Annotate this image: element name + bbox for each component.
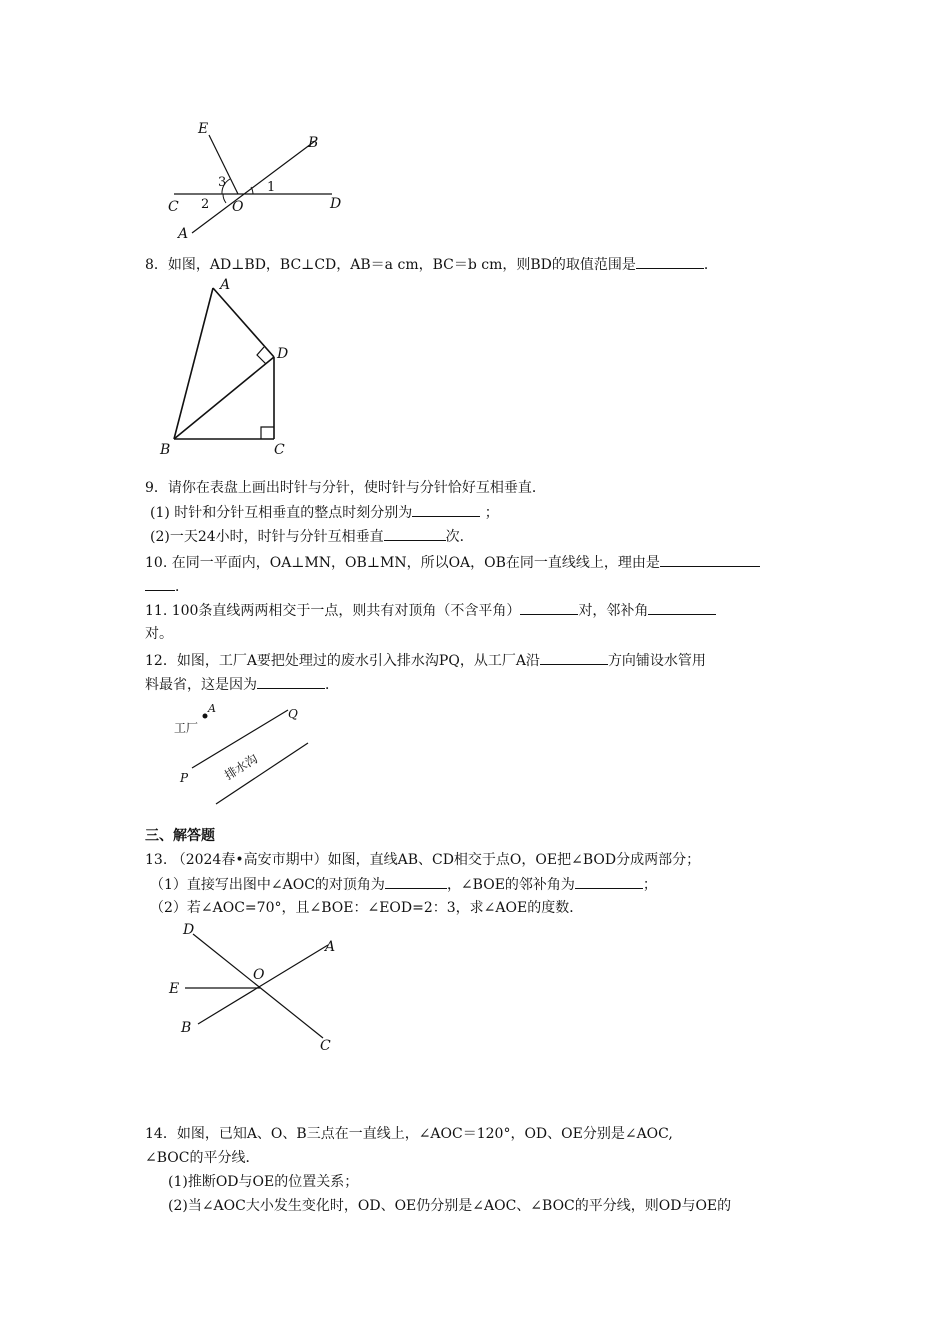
label-b: B bbox=[160, 442, 171, 458]
label-d: D bbox=[277, 346, 289, 362]
label-a: A bbox=[325, 939, 336, 955]
question-9-part-2: (2)一天24小时，时针与分针互相垂直 次． bbox=[150, 526, 474, 547]
label-p: P bbox=[180, 771, 189, 785]
arc-angle-2 bbox=[223, 194, 226, 203]
question-11-line-2: 对。 bbox=[145, 626, 173, 642]
line-ba bbox=[198, 945, 328, 1024]
question-14: 14．如图，已知A、O、B三点在一直线上，∠AOC＝120°，OD、OE分别是∠AOC, bbox=[145, 1126, 673, 1142]
label-angle-1: 1 bbox=[267, 180, 276, 195]
answer-blank[interactable] bbox=[636, 254, 704, 269]
answer-blank[interactable] bbox=[660, 552, 760, 567]
label-e: E bbox=[169, 981, 180, 997]
label-angle-2: 2 bbox=[201, 197, 210, 212]
label-c: C bbox=[168, 199, 179, 215]
point-factory-a bbox=[203, 714, 208, 719]
answer-blank[interactable] bbox=[540, 650, 608, 665]
question-13-part-2: （2）若∠AOC=70°，且∠BOE：∠EOD=2：3，求∠AOE的度数． bbox=[150, 900, 584, 916]
label-d: D bbox=[183, 922, 195, 938]
question-8-text: 8．如图，AD⊥BD，BC⊥CD，AB＝a cm，BC＝b cm，则BD的取值范围是 bbox=[145, 257, 636, 273]
label-b: B bbox=[308, 135, 319, 151]
question-8: 8．如图，AD⊥BD，BC⊥CD，AB＝a cm，BC＝b cm，则BD的取值范围是 ． bbox=[145, 254, 718, 275]
label-angle-3: 3 bbox=[218, 175, 227, 190]
answer-blank[interactable] bbox=[575, 874, 643, 889]
figure-quadrilateral-abcd bbox=[160, 278, 320, 463]
question-12-line-2: 料最省，这是因为 ． bbox=[145, 674, 339, 695]
answer-blank[interactable] bbox=[648, 600, 716, 615]
question-9-part-1: (1) 时针和分针互相垂直的整点时刻分别为 ； bbox=[150, 502, 499, 523]
label-a: A bbox=[220, 277, 231, 293]
answer-blank[interactable] bbox=[520, 600, 578, 615]
answer-blank[interactable] bbox=[384, 526, 446, 541]
segment-ab bbox=[174, 288, 213, 439]
right-angle-mark-d bbox=[257, 347, 266, 364]
answer-blank[interactable] bbox=[412, 502, 480, 517]
label-ditch: 排水沟 bbox=[222, 751, 261, 783]
label-b: B bbox=[181, 1020, 192, 1036]
right-angle-mark-c bbox=[261, 427, 274, 439]
label-a: A bbox=[208, 702, 216, 715]
label-o: O bbox=[253, 967, 265, 983]
answer-blank-continued[interactable] bbox=[145, 576, 175, 591]
line-ab bbox=[192, 141, 315, 233]
figure-angles-ecd bbox=[160, 115, 380, 245]
label-d: D bbox=[330, 196, 342, 212]
figure-intersecting-lines-abcd bbox=[165, 918, 365, 1054]
question-11: 11. 100条直线两两相交于一点，则共有对顶角（不含平角） 对，邻补角 bbox=[145, 600, 716, 621]
segment-bd bbox=[174, 357, 274, 439]
label-factory: 工厂 bbox=[174, 721, 199, 735]
segment-ad bbox=[213, 288, 274, 357]
question-10-line-2: ． bbox=[145, 576, 189, 597]
question-14-part-1: (1)推断OD与OE的位置关系； bbox=[168, 1174, 359, 1190]
label-q: Q bbox=[288, 707, 298, 721]
section-heading: 三、解答题 bbox=[145, 828, 215, 844]
answer-blank[interactable] bbox=[257, 674, 325, 689]
label-c: C bbox=[320, 1038, 331, 1054]
answer-blank[interactable] bbox=[385, 874, 447, 889]
question-9: 9．请你在表盘上画出时针与分针，使时针与分针恰好互相垂直． bbox=[145, 480, 546, 496]
question-10: 10. 在同一平面内，OA⊥MN，OB⊥MN，所以OA，OB在同一直线线上，理由是 bbox=[145, 552, 760, 573]
label-e: E bbox=[198, 121, 209, 137]
question-13: 13. （2024春•高安市期中）如图，直线AB、CD相交于点O，OE把∠BOD分成两部分； bbox=[145, 852, 701, 868]
figure-drainage-ditch bbox=[170, 698, 350, 808]
line-dc bbox=[193, 934, 323, 1038]
label-o: O bbox=[232, 199, 244, 215]
question-14-part-2: (2)当∠AOC大小发生变化时，OD、OE仍分别是∠AOC、∠BOC的平分线，则OD与OE的 bbox=[168, 1198, 732, 1214]
label-a: A bbox=[178, 226, 189, 242]
question-13-part-1: （1）直接写出图中∠AOC的对顶角为 ，∠BOE的邻补角为 ； bbox=[150, 874, 657, 895]
label-c: C bbox=[274, 442, 285, 458]
question-12: 12．如图，工厂A要把处理过的废水引入排水沟PQ，从工厂A沿 方向铺设水管用 bbox=[145, 650, 706, 671]
question-14-line-2: ∠BOC的平分线． bbox=[145, 1150, 260, 1166]
